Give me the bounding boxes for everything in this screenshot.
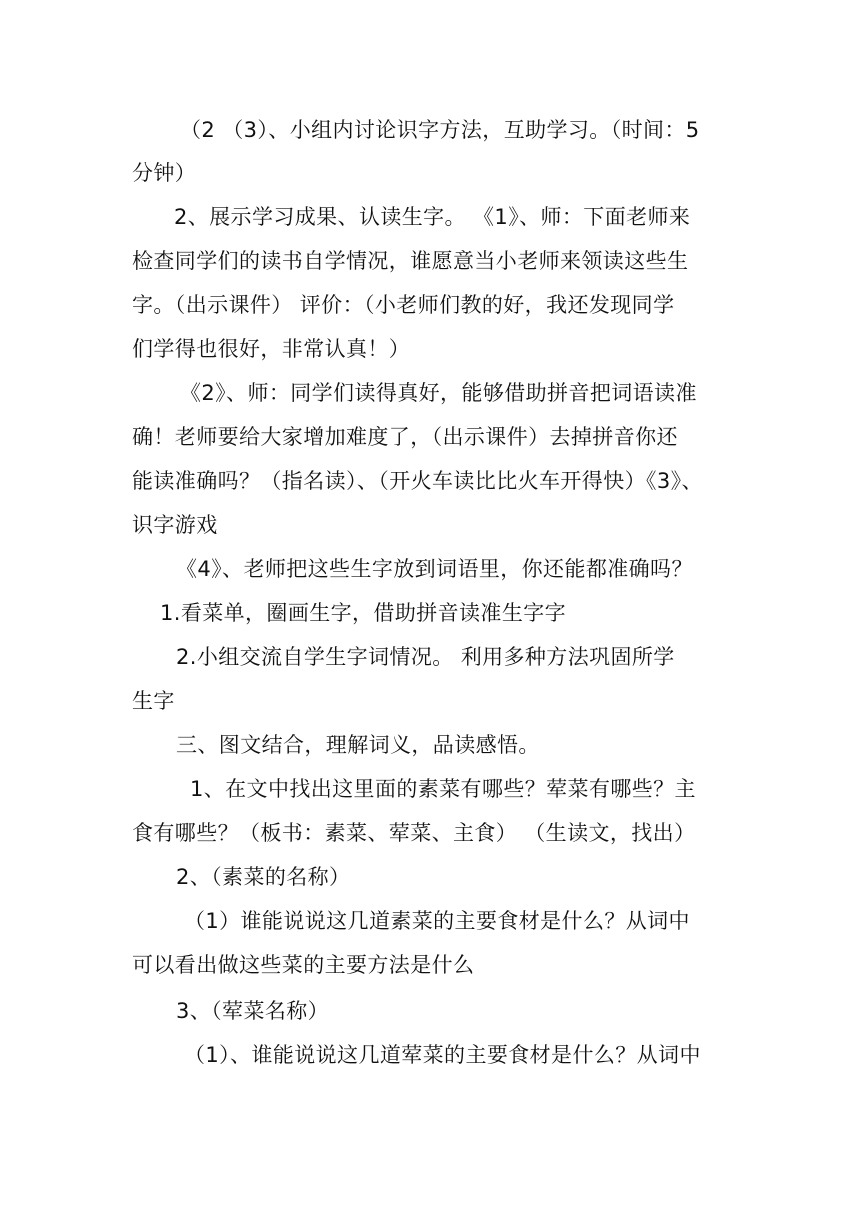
- text-line: 识字游戏: [132, 513, 218, 537]
- text-line: （1）谁能说说这几道素菜的主要食材是什么？从词中: [184, 909, 690, 933]
- text-line: （2 （3）、小组内讨论识字方法，互助学习。（时间：5: [180, 118, 700, 142]
- text-line: 字。（出示课件） 评价：（小老师们教的好，我还发现同学: [132, 293, 675, 317]
- text-line: 生字: [132, 689, 175, 713]
- text-line: 3、（荤菜名称）: [176, 999, 330, 1023]
- text-line: 食有哪些？（板书：素菜、荤菜、主食） （生读文，找出）: [132, 821, 696, 845]
- text-line: 《2》、师：同学们读得真好，能够借助拼音把词语读准: [180, 381, 697, 405]
- text-line: 2、展示学习成果、认读生字。 《1》、师：下面老师来: [174, 205, 691, 229]
- text-line: （1）、谁能说说这几道荤菜的主要食材是什么？从词中: [184, 1043, 701, 1067]
- text-line: 1、在文中找出这里面的素菜有哪些？荤菜有哪些？主: [190, 777, 696, 801]
- text-line: 1.看菜单，圈画生字，借助拼音读准生字字: [160, 601, 567, 625]
- text-line: 三、图文结合，理解词义，品读感悟。: [176, 733, 540, 757]
- text-line: 分钟）: [132, 161, 197, 185]
- text-line: 可以看出做这些菜的主要方法是什么: [132, 953, 475, 977]
- text-line: 能读准确吗？（指名读）、（开火车读比比火车开得快）《3》、: [132, 469, 703, 493]
- text-line: 2.小组交流自学生字词情况。 利用多种方法巩固所学: [176, 645, 675, 669]
- text-line: 检查同学们的读书自学情况，谁愿意当小老师来领读这些生: [132, 249, 689, 273]
- text-line: 2、（素菜的名称）: [176, 865, 351, 889]
- text-line: 确！老师要给大家增加难度了，（出示课件）去掉拼音你还: [132, 425, 678, 449]
- text-line: 《4》、老师把这些生字放到词语里，你还能都准确吗？: [176, 557, 693, 581]
- text-line: 们学得也很好，非常认真！）: [132, 337, 411, 361]
